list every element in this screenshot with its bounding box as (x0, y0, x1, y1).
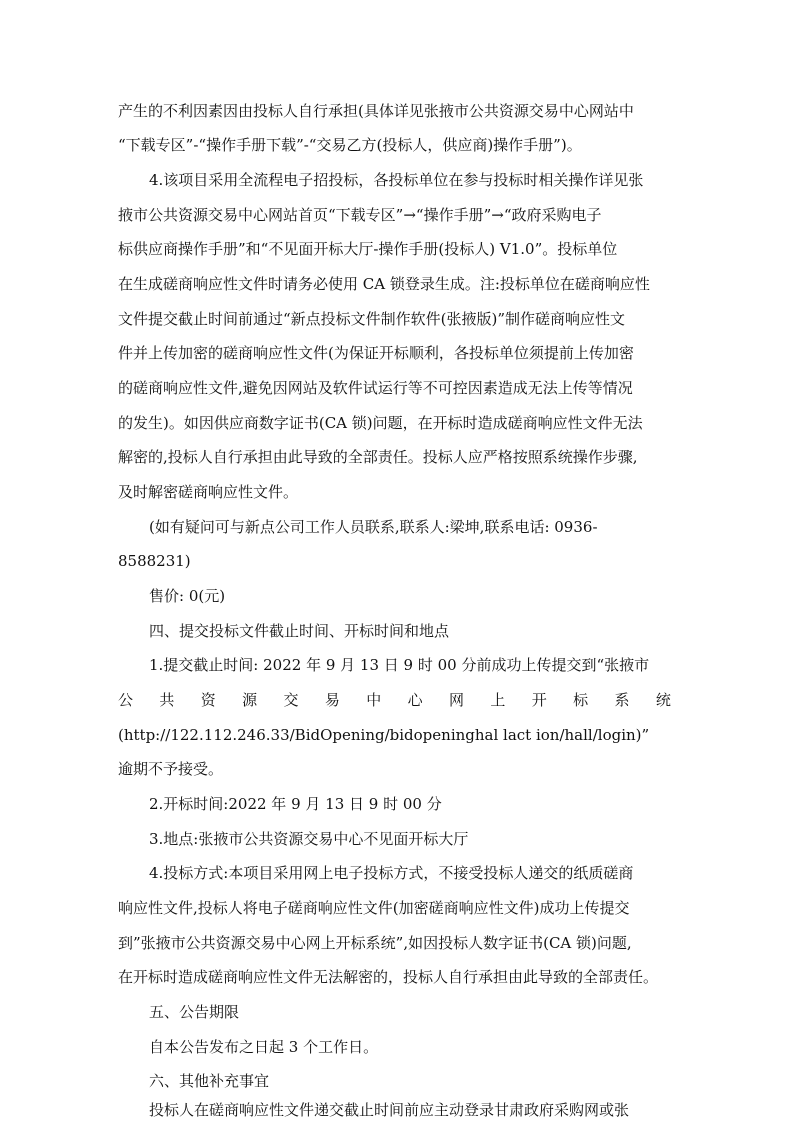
url-line: (http://122.112.246.33/BidOpening/bidopeninghal lact ion/hall/login)” (118, 726, 650, 744)
text-line: 的磋商响应性文件,避免因网站及软件试运行等不可控因素造成无法上传等情况 (118, 379, 633, 397)
section-heading: 五、公告期限 (149, 1003, 240, 1021)
contact-note-line: (如有疑问可与新点公司工作人员联系,联系人:梁坤,联系电话: 0936- (149, 518, 598, 536)
spaced-char: 上 (490, 691, 506, 709)
price-line: 售价: 0(元) (149, 587, 226, 605)
spaced-char: 资 (200, 691, 216, 709)
spaced-char: 易 (324, 691, 340, 709)
text-line: 解密的,投标人自行承担由此导致的全部责任。投标人应严格按照系统操作步骤, (118, 448, 638, 466)
text-line: 在开标时造成磋商响应性文件无法解密的，投标人自行承担由此导致的全部责任。 (118, 968, 659, 986)
text-line: 文件提交截止时间前通过“新点投标文件制作软件(张掖版)”制作磋商响应性文 (118, 310, 626, 328)
text-line: “下载专区”-“操作手册下载”-“交易乙方(投标人，供应商)操作手册”)。 (118, 136, 582, 154)
spaced-char: 标 (573, 691, 589, 709)
bidding-method-line: 4.投标方式:本项目采用网上电子投标方式，不接受投标人递交的纸质磋商 (149, 864, 634, 882)
section-heading: 六、其他补充事宜 (149, 1072, 270, 1090)
text-line: 逾期不予接受。 (118, 760, 224, 778)
spaced-char: 共 (159, 691, 175, 709)
spaced-char: 统 (655, 691, 671, 709)
location-line: 3.地点:张掖市公共资源交易中心不见面开标大厅 (149, 830, 469, 848)
text-line: 件并上传加密的磋商响应性文件(为保证开标顺利，各投标单位须提前上传加密 (118, 344, 634, 362)
text-line: 的发生)。如因供应商数字证书(CA 锁)问题，在开标时造成磋商响应性文件无法 (118, 414, 643, 432)
spaced-char: 网 (449, 691, 465, 709)
spaced-char: 中 (366, 691, 382, 709)
text-line: 响应性文件,投标人将电子磋商响应性文件(加密磋商响应性文件)成功上传提交 (118, 899, 630, 917)
text-line: 到”张掖市公共资源交易中心网上开标系统”,如因投标人数字证书(CA 锁)问题, (118, 934, 632, 952)
opening-time-line: 2.开标时间:2022 年 9 月 13 日 9 时 00 分 (149, 795, 442, 813)
text-line: 掖市公共资源交易中心网站首页“下载专区”→“操作手册”→“政府采购电子 (118, 206, 602, 224)
spaced-char: 系 (614, 691, 630, 709)
text-line: 在生成磋商响应性文件时请务必使用 CA 锁登录生成。注:投标单位在磋商响应性 (118, 275, 650, 293)
section-heading: 四、提交投标文件截止时间、开标时间和地点 (149, 622, 450, 640)
spaced-char: 开 (531, 691, 547, 709)
spaced-char: 心 (407, 691, 423, 709)
submission-deadline-line: 1.提交截止时间: 2022 年 9 月 13 日 9 时 00 分前成功上传提交到“张掖市 (149, 656, 650, 674)
spaced-char: 源 (242, 691, 258, 709)
announcement-period-line: 自本公告发布之日起 3 个工作日。 (149, 1038, 379, 1056)
text-line: 产生的不利因素因由投标人自行承担(具体详见张掖市公共资源交易中心网站中 (118, 102, 634, 120)
text-line: 标供应商操作手册”和“不见面开标大厅-操作手册(投标人) V1.0”。投标单位 (118, 240, 618, 258)
paragraph-start-line: 4.该项目采用全流程电子招投标，各投标单位在参与投标时相关操作详见张 (149, 171, 644, 189)
text-line: 及时解密磋商响应性文件。 (118, 483, 299, 501)
contact-phone-line: 8588231) (118, 552, 191, 570)
spaced-char: 交 (283, 691, 299, 709)
text-line: 投标人在磋商响应性文件递交截止时间前应主动登录甘肃政府采购网或张 (149, 1101, 630, 1119)
system-name-spaced-line (118, 690, 671, 710)
spaced-char: 公 (118, 691, 134, 709)
